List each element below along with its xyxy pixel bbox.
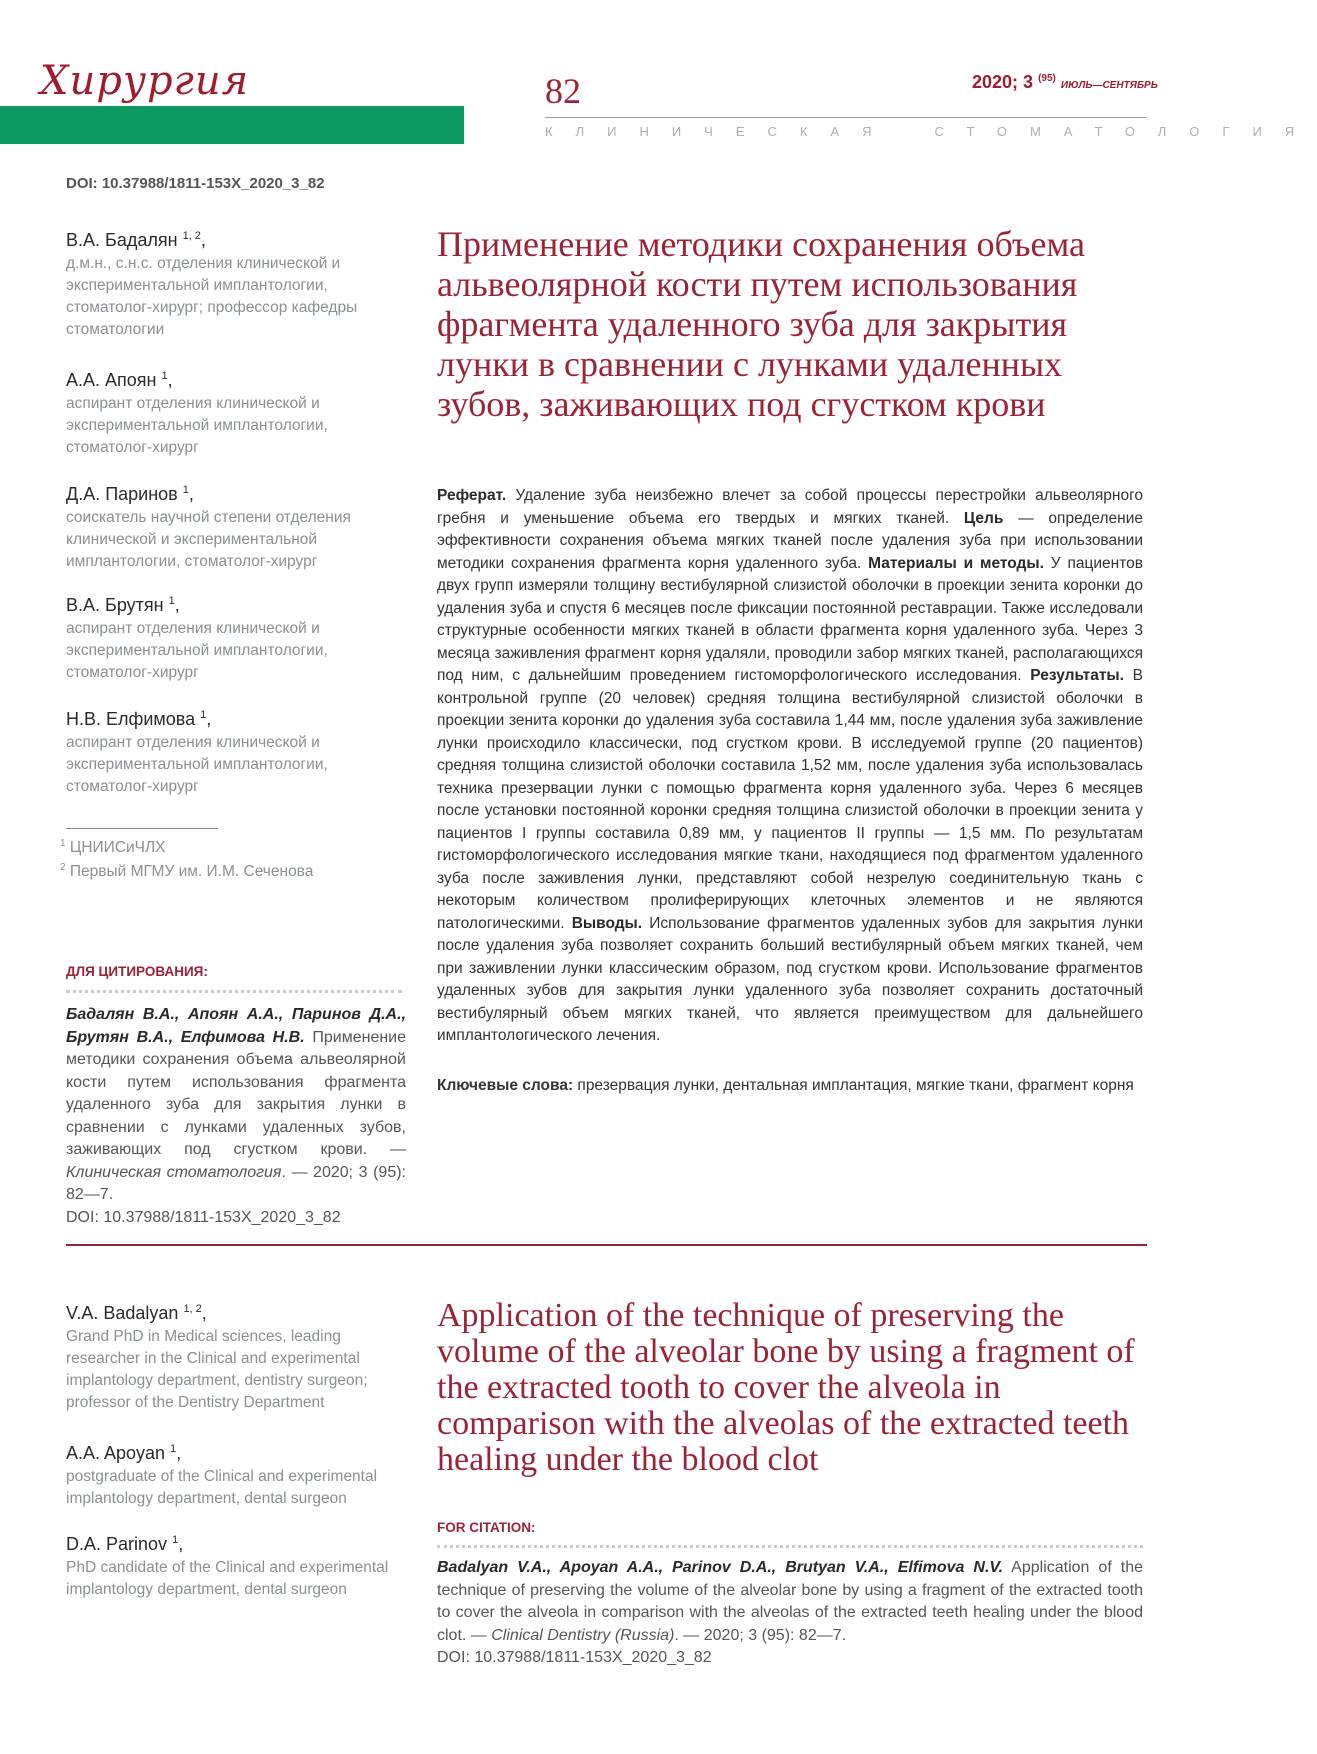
author-sup: 1 [172, 1534, 179, 1546]
author-desc: Grand PhD in Medical sciences, leading researcher in the Clinical and experimental implantology department, dentistry surgeon; professor of the Dentistry Department [66, 1328, 368, 1411]
article-title-ru: Применение методики сохранения объема альвеолярной кости путем использования фрагмента удаленного зуба для закрытия лунки в сравнении с лунками удаленных зубов, заживающих под сгустком крови [437, 224, 1086, 424]
citation-heading-ru: ДЛЯ ЦИТИРОВАНИЯ: [66, 964, 208, 979]
abstract-label-ref: Реферат. [437, 487, 507, 504]
section-separator [66, 1244, 1147, 1246]
abstract-label-conclusions: Выводы. [571, 914, 643, 932]
author-en-2: A.A. Apoyan $^1$, postgraduate of the Clinical and experimental implantology department, dental surgeon [66, 1443, 396, 1510]
issue-number: (95) [1038, 73, 1056, 84]
author-desc: postgraduate of the Clinical and experimental implantology department, dental surgeon [66, 1468, 378, 1507]
author-ru-4: В.А. Брутян $^1$, аспирант отделения клинической и экспериментальной имплантологии, стоматолог-хирург [66, 595, 396, 684]
citation-tail: . — 2020; 3 (95): 82—7. [674, 1626, 847, 1644]
page-number: 82 [545, 71, 581, 111]
issue-months: ИЮЛЬ—СЕНТЯБРЬ [1060, 80, 1158, 91]
abstract-label-methods: Материалы и методы. [868, 554, 1044, 572]
author-en-1: V.A. Badalyan $^{1, 2}$, Grand PhD in Medical sciences, leading researcher in the Clinical and experimental implantology department, dentistry surgeon; professor of the Dentistry Department [66, 1303, 396, 1414]
doi-top: DOI: 10.37988/1811-153X_2020_3_82 [66, 175, 325, 192]
citation-journal: Клиническая стоматология [66, 1163, 282, 1181]
author-name: A.A. Apoyan [66, 1443, 166, 1463]
author-desc: аспирант отделения клинической и экспериментальной имплантологии, стоматолог-хирург [66, 620, 328, 681]
citation-doi: DOI: 10.37988/1811-153X_2020_3_82 [437, 1649, 712, 1666]
author-ru-5: Н.В. Елфимова $^1$, аспирант отделения клинической и экспериментальной имплантологии, стоматолог-хирург [66, 709, 396, 798]
journal-section-logo: Хирургия [40, 58, 250, 104]
dotted-divider [66, 990, 402, 993]
author-ru-1: В.А. Бадалян $^{1, 2}$, д.м.н., с.н.с. отделения клинической и экспериментальной имплантологии, стоматолог-хирург; профессор кафедры стоматологии [66, 230, 396, 341]
dotted-divider [437, 1545, 1143, 1548]
citation-authors: Бадалян В.А., Апоян А.А., Паринов Д.А., Брутян В.А., Елфимова Н.В. [66, 1006, 406, 1046]
citation-journal: Clinical Dentistry (Russia) [491, 1626, 675, 1644]
keywords-ru [437, 1075, 1143, 1098]
header-rule [545, 117, 1147, 118]
author-sup: 1, 2 [182, 230, 201, 242]
affiliations-rule [66, 828, 218, 829]
author-sup: 1 [182, 484, 189, 496]
affiliation-1: $^1$ ЦНИИСиЧЛХ [60, 838, 166, 857]
abstract-label-results: Результаты. [1030, 667, 1124, 684]
citation-body: Application of the technique of preserving the volume of the alveolar bone by using a fragment of the extracted tooth to cover the alveola in comparison with the alveolas of the extracted teeth healing under the blood clot. — [437, 1559, 1144, 1644]
author-sup: 1 [168, 595, 175, 607]
author-name: Н.В. Елфимова [66, 709, 196, 729]
keywords-text: презервация лунки, дентальная имплантация, мягкие ткани, фрагмент корня [577, 1077, 1134, 1094]
article-title-en: Application of the technique of preserving the volume of the alveolar bone by using a fragment of the extracted tooth to cover the alveola in comparison with the alveolas of the extracted teeth healing under the blood clot [437, 1297, 1135, 1478]
author-sup: 1 [200, 709, 207, 721]
citation-ru [66, 1004, 406, 1229]
author-name: V.A. Badalyan [66, 1303, 179, 1323]
author-sup: 1 [161, 370, 168, 382]
citation-doi: DOI: 10.37988/1811-153X_2020_3_82 [66, 1208, 341, 1226]
abstract-ru: Реферат. Удаление зуба неизбежно влечет за собой процессы перестройки альвеолярного гребня и уменьшение объема его твердых и мягких тканей. Цель — определение эффективности сохранения объема мягких тканей после удаления зуба при использовании методики сохранения фрагмента корня удаленного зуба. Материалы и методы. У пациентов двух групп измеряли толщину вестибулярной слизистой оболочки в проекции зенита коронки до удаления зуба и спустя 6 месяцев после фиксации постоянной реставрации. Также исследовали структурные особенности мягких тканей в области фрагмента корня удаленного зуба. Через 3 месяца заживления фрагмент корня удаляли, проводили забор мягких тканей, располагающихся под ним, с дальнейшим проведением гистоморфологического исследования. Результаты. В контрольной группе (20 человек) средняя толщина вестибулярной слизистой оболочки в проекции зенита коронки до удаления зуба составила 1,44 мм, после удаления зуба заживление лунки происходило классически, под сгустком крови. В исследуемой группе (20 пациентов) средняя толщина слизистой оболочки составила 1,52 мм, после удаления зуба использовалась техника презервации лунки с помощью фрагмента корня удаленного зуба. Через 6 месяцев после установки постоянной коронки средняя толщина слизистой оболочки в проекции зенита у пациентов I группы составила 0,89 мм, у пациентов II группы — 1,5 мм. По результатам гистоморфологического исследования мягкие ткани, находящиеся под фрагментом удаленного зуба после заживления лунки, представляют собой незрелую соединительную ткань с некоторым количеством пролиферирующих клеточных элементов и не являются патологическими. Выводы. Использование фрагментов удаленных зубов для закрытия лунки после удаления зуба позволяет сохранить больший вестибулярный объем мягких тканей, чем при заживлении лунки классическим образом, под сгустком крови. Использование фрагментов удаленных зубов для закрытия лунки удаленного зуба позволяет сохранить достаточный вестибулярный объем мягких тканей, что является преимуществом для дальнейшего имплантологического лечения. [437, 487, 1144, 1044]
author-name: Д.А. Паринов [66, 484, 178, 504]
journal-name-word-1: КЛИНИЧЕСКАЯ [545, 124, 895, 139]
citation-body: Применение методики сохранения объема альвеолярной кости путем использования фрагмента удаленного зуба для закрытия лунки в сравнении с лунками удаленных зубов, заживающих под сгустком крови. — [66, 1028, 407, 1158]
header-accent-bar [0, 106, 464, 144]
keywords-label: Ключевые слова: [437, 1077, 574, 1094]
author-desc: аспирант отделения клинической и экспериментальной имплантологии, стоматолог-хирург [66, 734, 328, 795]
author-desc: аспирант отделения клинической и экспериментальной имплантологии, стоматолог-хирург [66, 395, 328, 456]
affiliation-2: $^2$ Первый МГМУ им. И.М. Сеченова [60, 862, 314, 881]
author-en-3: D.A. Parinov $^1$, PhD candidate of the Clinical and experimental implantology department, dental surgeon [66, 1534, 396, 1601]
citation-heading-en: FOR CITATION: [437, 1520, 536, 1535]
author-desc: д.м.н., с.н.с. отделения клинической и экспериментальной имплантологии, стоматолог-хирург; профессор кафедры стоматологии [66, 255, 358, 338]
author-sup: 1 [170, 1443, 177, 1455]
journal-name-word-2: СТОМАТОЛОГИЯ [934, 124, 1317, 139]
author-sup: 1, 2 [183, 1303, 202, 1315]
journal-name [545, 124, 1317, 139]
author-ru-3: Д.А. Паринов $^1$, соискатель научной степени отделения клинической и экспериментальной имплантологии, стоматолог-хирург [66, 484, 396, 573]
citation-tail: . — 2020; 3 (95): 82—7. [66, 1163, 406, 1203]
author-ru-2: А.А. Апоян $^1$, аспирант отделения клинической и экспериментальной имплантологии, стоматолог-хирург [66, 370, 396, 459]
issue-info [972, 72, 1158, 93]
abstract-label-aim: Цель [963, 509, 1004, 527]
issue-year: 2020; 3 [972, 72, 1034, 92]
author-name: В.А. Бадалян [66, 230, 178, 250]
citation-en [437, 1557, 1143, 1670]
author-name: D.A. Parinov [66, 1534, 168, 1554]
author-desc: соискатель научной степени отделения клинической и экспериментальной имплантологии, стоматолог-хирург [66, 509, 351, 570]
author-name: А.А. Апоян [66, 370, 157, 390]
author-name: В.А. Брутян [66, 595, 164, 615]
author-desc: PhD candidate of the Clinical and experimental implantology department, dental surgeon [66, 1559, 389, 1598]
citation-authors: Badalyan V.A., Apoyan A.A., Parinov D.A., Brutyan V.A., Elfimova N.V. [437, 1559, 1004, 1576]
